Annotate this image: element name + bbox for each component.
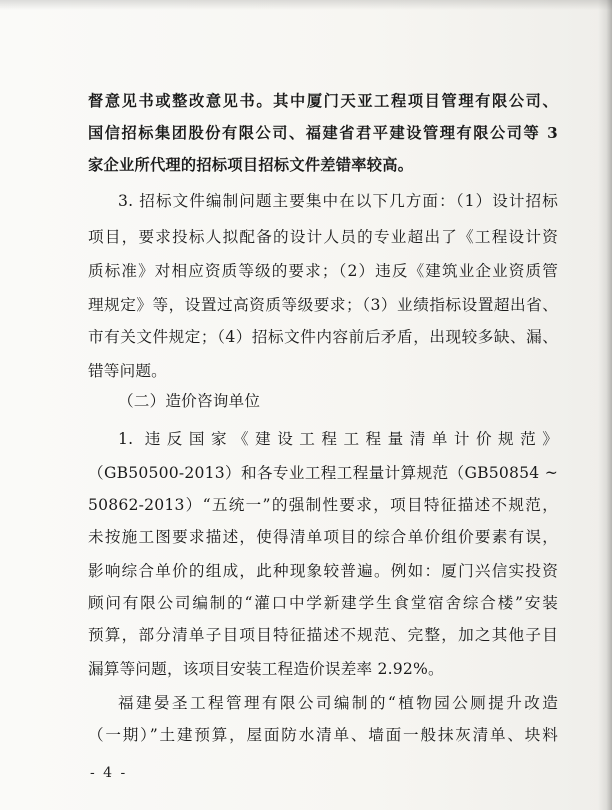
text-line: 理规定》等，设置过高资质等级要求；（3）业绩指标设置超出省、 <box>88 296 558 314</box>
text-line: 错等问题。 <box>88 362 167 380</box>
text-line: 项目，要求投标人拟配备的设计人员的专业超出了《工程设计资 <box>88 228 558 246</box>
text-line: 1. 违反国家《建设工程工程量清单计价规范》 <box>118 430 558 448</box>
text-line: 3. 招标文件编制问题主要集中在以下几方面：（1）设计招标 <box>118 192 558 210</box>
text-line: 预算，部分清单子目项目特征描述不规范、完整，加之其他子目 <box>88 626 558 644</box>
scan-edge-shadow <box>598 0 612 810</box>
text-line: （GB50500-2013）和各专业工程工程量计算规范（GB50854 ~ <box>88 464 558 482</box>
text-line: 质标准》对相应资质等级的要求；（2）违反《建筑业企业资质管 <box>88 262 558 280</box>
text-line: 顾问有限公司编制的“灌口中学新建学生食堂宿舍综合楼”安装 <box>88 594 558 612</box>
scan-top-shadow <box>0 0 612 10</box>
text-line: 国信招标集团股份有限公司、福建省君平建设管理有限公司等 3 <box>88 124 558 142</box>
text-line: 影响综合单价的组成，此种现象较普遍。例如：厦门兴信实投资 <box>88 562 558 580</box>
text-line: 漏算等问题，该项目安装工程造价误差率 2.92%。 <box>88 660 444 678</box>
text-line: （一期）”土建预算，屋面防水清单、墙面一般抹灰清单、块料 <box>88 726 558 744</box>
text-line: 福建晏圣工程管理有限公司编制的“植物园公厕提升改造 <box>118 694 558 712</box>
page-number: - 4 - <box>90 765 128 781</box>
text-line: 50862-2013）“五统一”的强制性要求，项目特征描述不规范， <box>88 496 558 514</box>
text-line: 市有关文件规定；（4）招标文件内容前后矛盾，出现较多缺、漏、 <box>88 328 558 346</box>
section-heading: （二）造价咨询单位 <box>118 392 261 410</box>
text-line: 家企业所代理的招标项目招标文件差错率较高。 <box>88 156 414 174</box>
text-line: 未按施工图要求描述，使得清单项目的综合单价组价要素有误， <box>88 528 558 546</box>
text-line: 督意见书或整改意见书。其中厦门天亚工程项目管理有限公司、 <box>88 92 558 110</box>
